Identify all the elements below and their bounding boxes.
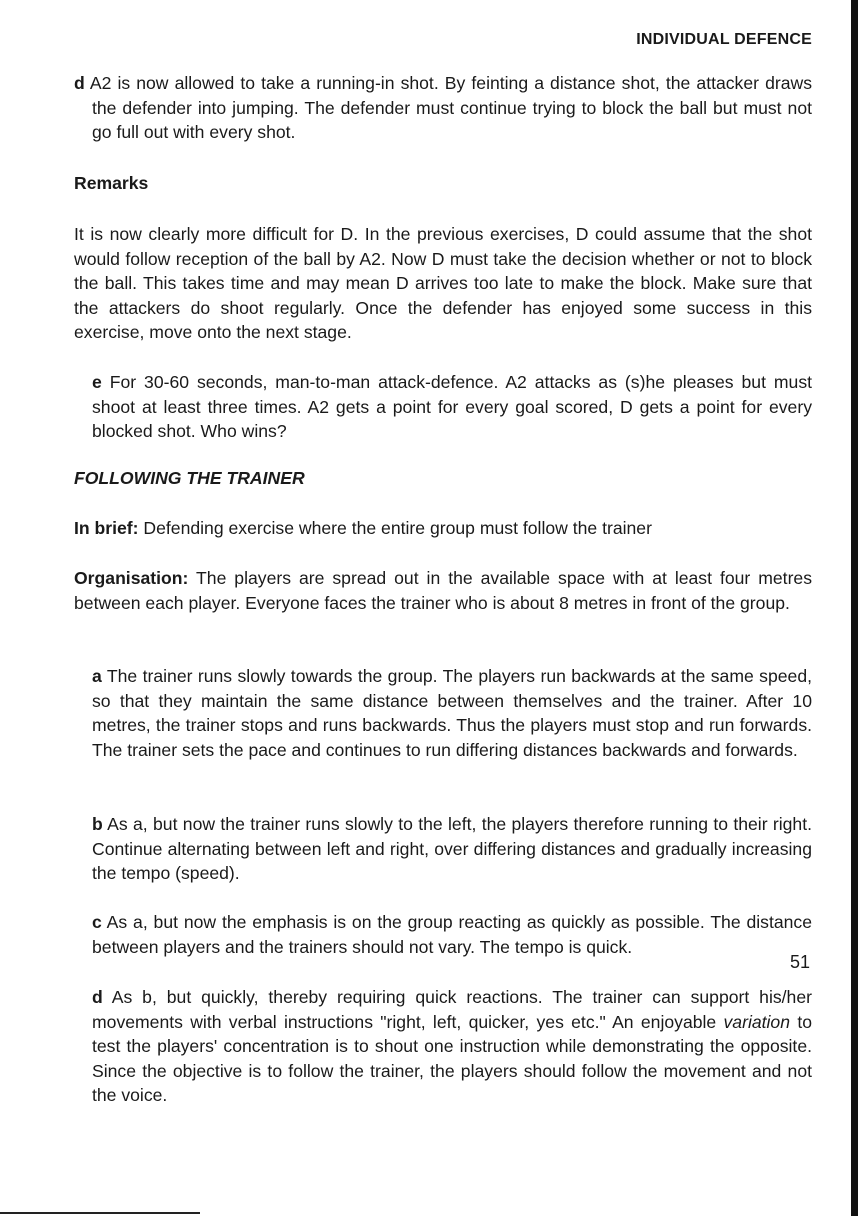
organisation-text: The players are spread out in the available space with at least four metres between each player. Everyone faces the trainer who is about 8 metres in front of the group. <box>74 568 813 613</box>
section-title: FOLLOWING THE TRAINER <box>74 468 305 488</box>
paragraph-d-running-in-shot <box>74 71 812 145</box>
organisation-label: Organisation: <box>74 568 189 588</box>
page-number: 51 <box>789 952 810 972</box>
in-brief-paragraph <box>74 516 812 541</box>
item-text-emphasis: variation <box>723 1011 791 1032</box>
item-text: For 30-60 seconds, man-to-man attack-defence. A2 attacks as (s)he pleases but must shoot at least three times. A2 gets a point for every goal scored, D gets a point for every blocked shot. Who wins? <box>92 372 813 442</box>
item-label: a <box>92 666 102 686</box>
item-text-before: As b, but quickly, thereby requiring quick reactions. The trainer can support his/her movements with verbal instructions "right, left, quicker, yes etc." An enjoyable <box>92 987 812 1032</box>
running-head: INDIVIDUAL DEFENCE <box>636 31 812 48</box>
footer-rule <box>0 1212 200 1214</box>
paragraph-e-man-to-man <box>74 370 812 444</box>
paragraph-b-left-right <box>74 812 812 886</box>
paragraph-a-trainer-runs <box>74 664 812 762</box>
item-text: A2 is now allowed to take a running-in shot. By feinting a distance shot, the attacker draws the defender into jumping. The defender must continue trying to block the ball but must not go full out with every shot. <box>89 73 812 143</box>
item-label: b <box>92 814 103 834</box>
item-text: As a, but now the trainer runs slowly to the left, the players therefore running to their right. Continue alternating between left and right, over differing distances and gradually increasing the tempo (speed). <box>92 814 812 884</box>
item-label: c <box>92 912 102 932</box>
organisation-paragraph <box>74 566 812 615</box>
remarks-paragraph <box>74 222 812 345</box>
scan-edge <box>851 0 858 1216</box>
in-brief-label: In brief: <box>74 518 139 538</box>
item-text: As a, but now the emphasis is on the group reacting as quickly as possible. The distance between players and the trainers should not vary. The tempo is quick. <box>92 912 812 957</box>
item-label: e <box>92 372 102 392</box>
document-page <box>74 0 812 1216</box>
item-text: The trainer runs slowly towards the group. The players run backwards at the same speed, so that they maintain the same distance between themselves and the trainer. After 10 metres, the trainer stops and runs backwards. Thus the players must stop and run forwards. The trainer sets the pace and continues to run differing distances backwards and forwards. <box>92 666 812 760</box>
paragraph-c-quick-reaction <box>74 910 812 959</box>
item-text-after: to test the players' concentration is to shout one instruction while demonstrating the opposite. Since the objective is to follow the trainer, the players should follow the movement and not the voice. <box>92 1011 812 1106</box>
item-label: d <box>92 987 103 1007</box>
in-brief-text: Defending exercise where the entire group must follow the trainer <box>143 518 652 538</box>
paragraph-d-verbal-instructions <box>74 985 812 1108</box>
item-label: d <box>74 73 85 93</box>
remarks-text: It is now clearly more difficult for D. In the previous exercises, D could assume that the shot would follow reception of the ball by A2. Now D must take the decision whether or not to block the ball. This takes time and may mean D arrives too late to make the block. Make sure that the attackers do shoot regularly. Once the defender has enjoyed some success in this exercise, move onto the next stage. <box>74 224 812 343</box>
remarks-heading: Remarks <box>74 173 149 193</box>
